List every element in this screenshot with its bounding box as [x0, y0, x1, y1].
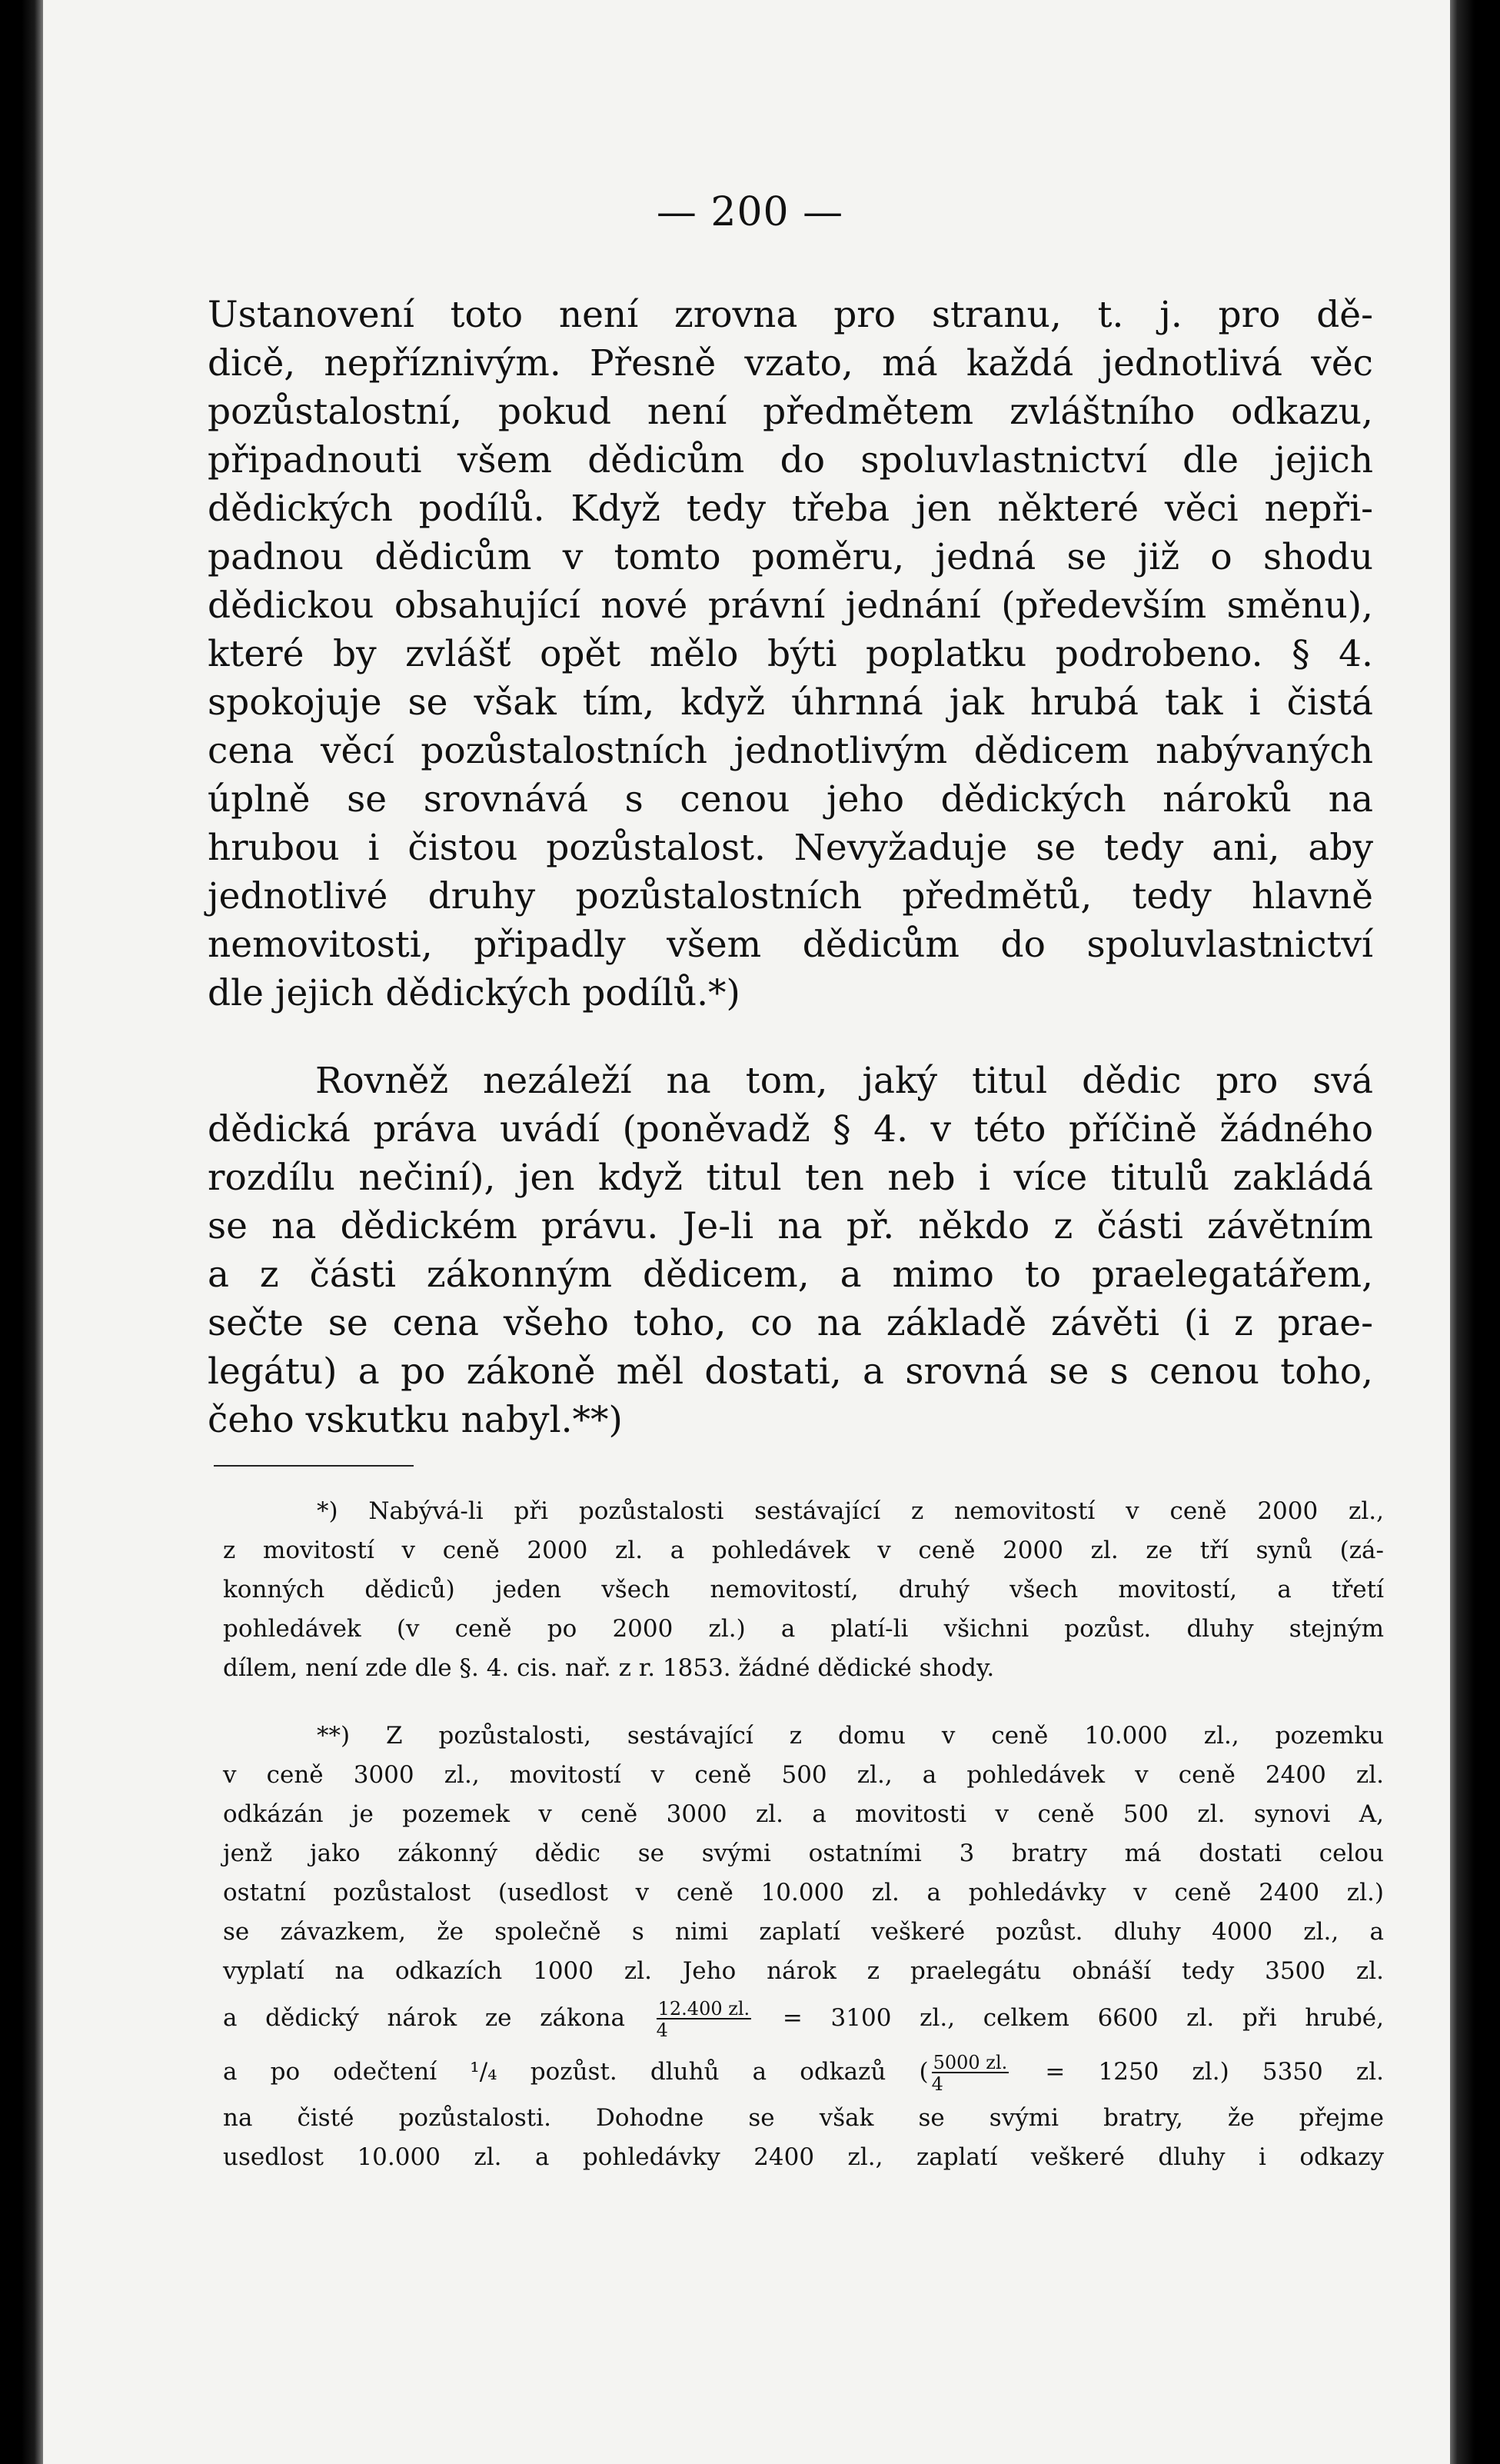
fraction	[932, 2053, 1009, 2093]
text-line: jednotlivé druhy pozůstalostních předmětů, tedy hlavně	[208, 875, 1373, 917]
fraction-numerator: 12.400 zl.	[657, 1997, 750, 2019]
text-line: Rovněž nezáleží na tom, jaký titul dědic pro svá	[315, 1060, 1373, 1102]
footnote-line: z movitostí v ceně 2000 zl. a pohledávek v ceně 2000 zl. ze tří synů (zá-	[223, 1537, 1384, 1564]
fraction-denominator: 4	[656, 2019, 668, 2041]
page-edge-left	[22, 0, 43, 2464]
paragraph-1	[208, 291, 1373, 1017]
text-line: které by zvlášť opět mělo býti poplatku podrobeno. § 4.	[208, 633, 1373, 675]
text-line: nemovitosti, připadly všem dědicům do spoluvlastnictví	[208, 924, 1373, 966]
page-edge-right	[1450, 0, 1475, 2464]
text-line: Ustanovení toto není zrovna pro stranu, t. j. pro dě-	[208, 294, 1373, 336]
footnote-line: ostatní pozůstalost (usedlost v ceně 10.000 zl. a pohledávky v ceně 2400 zl.)	[223, 1879, 1384, 1906]
text-line: sečte se cena všeho toho, co na základě závěti (i z prae-	[208, 1302, 1373, 1344]
text-line: dicě, nepříznivým. Přesně vzato, má každá jednotlivá věc	[208, 342, 1373, 385]
text-line: padnou dědicům v tomto poměru, jedná se již o shodu	[208, 536, 1373, 578]
footnote-line: **) Z pozůstalosti, sestávající z domu v ceně 10.000 zl., pozemku	[317, 1722, 1384, 1750]
footnote-line: *) Nabývá-li při pozůstalosti sestávající z nemovitostí v ceně 2000 zl.,	[317, 1497, 1384, 1525]
footnote-line: usedlost 10.000 zl. a pohledávky 2400 zl., zaplatí veškeré dluhy i odkazy	[223, 2143, 1384, 2171]
text-line: se na dědickém právu. Je-li na př. někdo z části závětním	[208, 1205, 1373, 1247]
footnote-line: dílem, není zde dle §. 4. cis. nař. z r. 1853. žádné dědické shody.	[223, 1654, 995, 1682]
fraction	[656, 1997, 752, 2041]
text-line: hrubou i čistou pozůstalost. Nevyžaduje se tedy ani, aby	[208, 827, 1373, 869]
footnote-line: pohledávek (v ceně po 2000 zl.) a platí-li všichni pozůst. dluhy stejným	[223, 1615, 1384, 1643]
footnote-1	[223, 1492, 1384, 1688]
formula-text: a po odečtení ¹/₄ pozůst. dluhů a odkazů (	[223, 2058, 929, 2086]
text-line: cena věcí pozůstalostních jednotlivým dědicem nabývaných	[208, 730, 1373, 772]
footnote-divider	[214, 1465, 414, 1467]
footnote-line: odkázán je pozemek v ceně 3000 zl. a movitosti v ceně 500 zl. synovi A,	[223, 1800, 1384, 1828]
footnote-line: se závazkem, že společně s nimi zaplatí veškeré pozůst. dluhy 4000 zl., a	[223, 1918, 1384, 1946]
text-line: legátu) a po zákoně měl dostati, a srovná se s cenou toho,	[208, 1350, 1373, 1393]
text-line: připadnouti všem dědicům do spoluvlastnictví dle jejich	[208, 439, 1373, 481]
formula-text: = 1250 zl.) 5350 zl.	[1045, 2058, 1384, 2086]
text-line: pozůstalostní, pokud není předmětem zvláštního odkazu,	[208, 391, 1373, 433]
formula-text: = 3100 zl., celkem 6600 zl. při hrubé,	[782, 2004, 1384, 2032]
footnote-line: na čisté pozůstalosti. Dohodne se však se svými bratry, že přejme	[223, 2104, 1384, 2132]
footnote-line: konných dědiců) jeden všech nemovitostí, druhý všech movitostí, a třetí	[223, 1576, 1384, 1603]
page-number: — 200 —	[656, 189, 844, 235]
text-line: dědickou obsahující nové právní jednání (především směnu),	[208, 584, 1373, 627]
text-line: čeho vskutku nabyl.**)	[208, 1399, 623, 1441]
formula-text: a dědický nárok ze zákona	[223, 2004, 625, 2032]
text-line: dle jejich dědických podílů.*)	[208, 972, 740, 1014]
fraction-numerator: 5000 zl.	[933, 2051, 1008, 2073]
footnote-formula-line	[223, 2045, 1384, 2099]
text-line: úplně se srovnává s cenou jeho dědických nároků na	[208, 778, 1373, 821]
text-line: dědická práva uvádí (poněvadž § 4. v této příčině žádného	[208, 1108, 1373, 1150]
footnote-line: vyplatí na odkazích 1000 zl. Jeho nárok z praelegátu obnáší tedy 3500 zl.	[223, 1957, 1384, 1985]
footnote-formula-line	[223, 1991, 1384, 2045]
footnote-line: jenž jako zákonný dědic se svými ostatními 3 bratry má dostati celou	[223, 1840, 1384, 1867]
paragraph-2	[208, 1057, 1373, 1444]
text-line: spokojuje se však tím, když úhrnná jak hrubá tak i čistá	[208, 681, 1373, 724]
footnote-2	[223, 1716, 1384, 2177]
footnote-line: v ceně 3000 zl., movitostí v ceně 500 zl., a pohledávek v ceně 2400 zl.	[223, 1761, 1384, 1789]
text-line: dědických podílů. Když tedy třeba jen některé věci nepři-	[208, 488, 1373, 530]
text-line: a z části zákonným dědicem, a mimo to praelegatářem,	[208, 1254, 1373, 1296]
fraction-denominator: 4	[931, 2073, 943, 2095]
text-line: rozdílu nečiní), jen když titul ten neb i více titulů zakládá	[208, 1157, 1373, 1199]
